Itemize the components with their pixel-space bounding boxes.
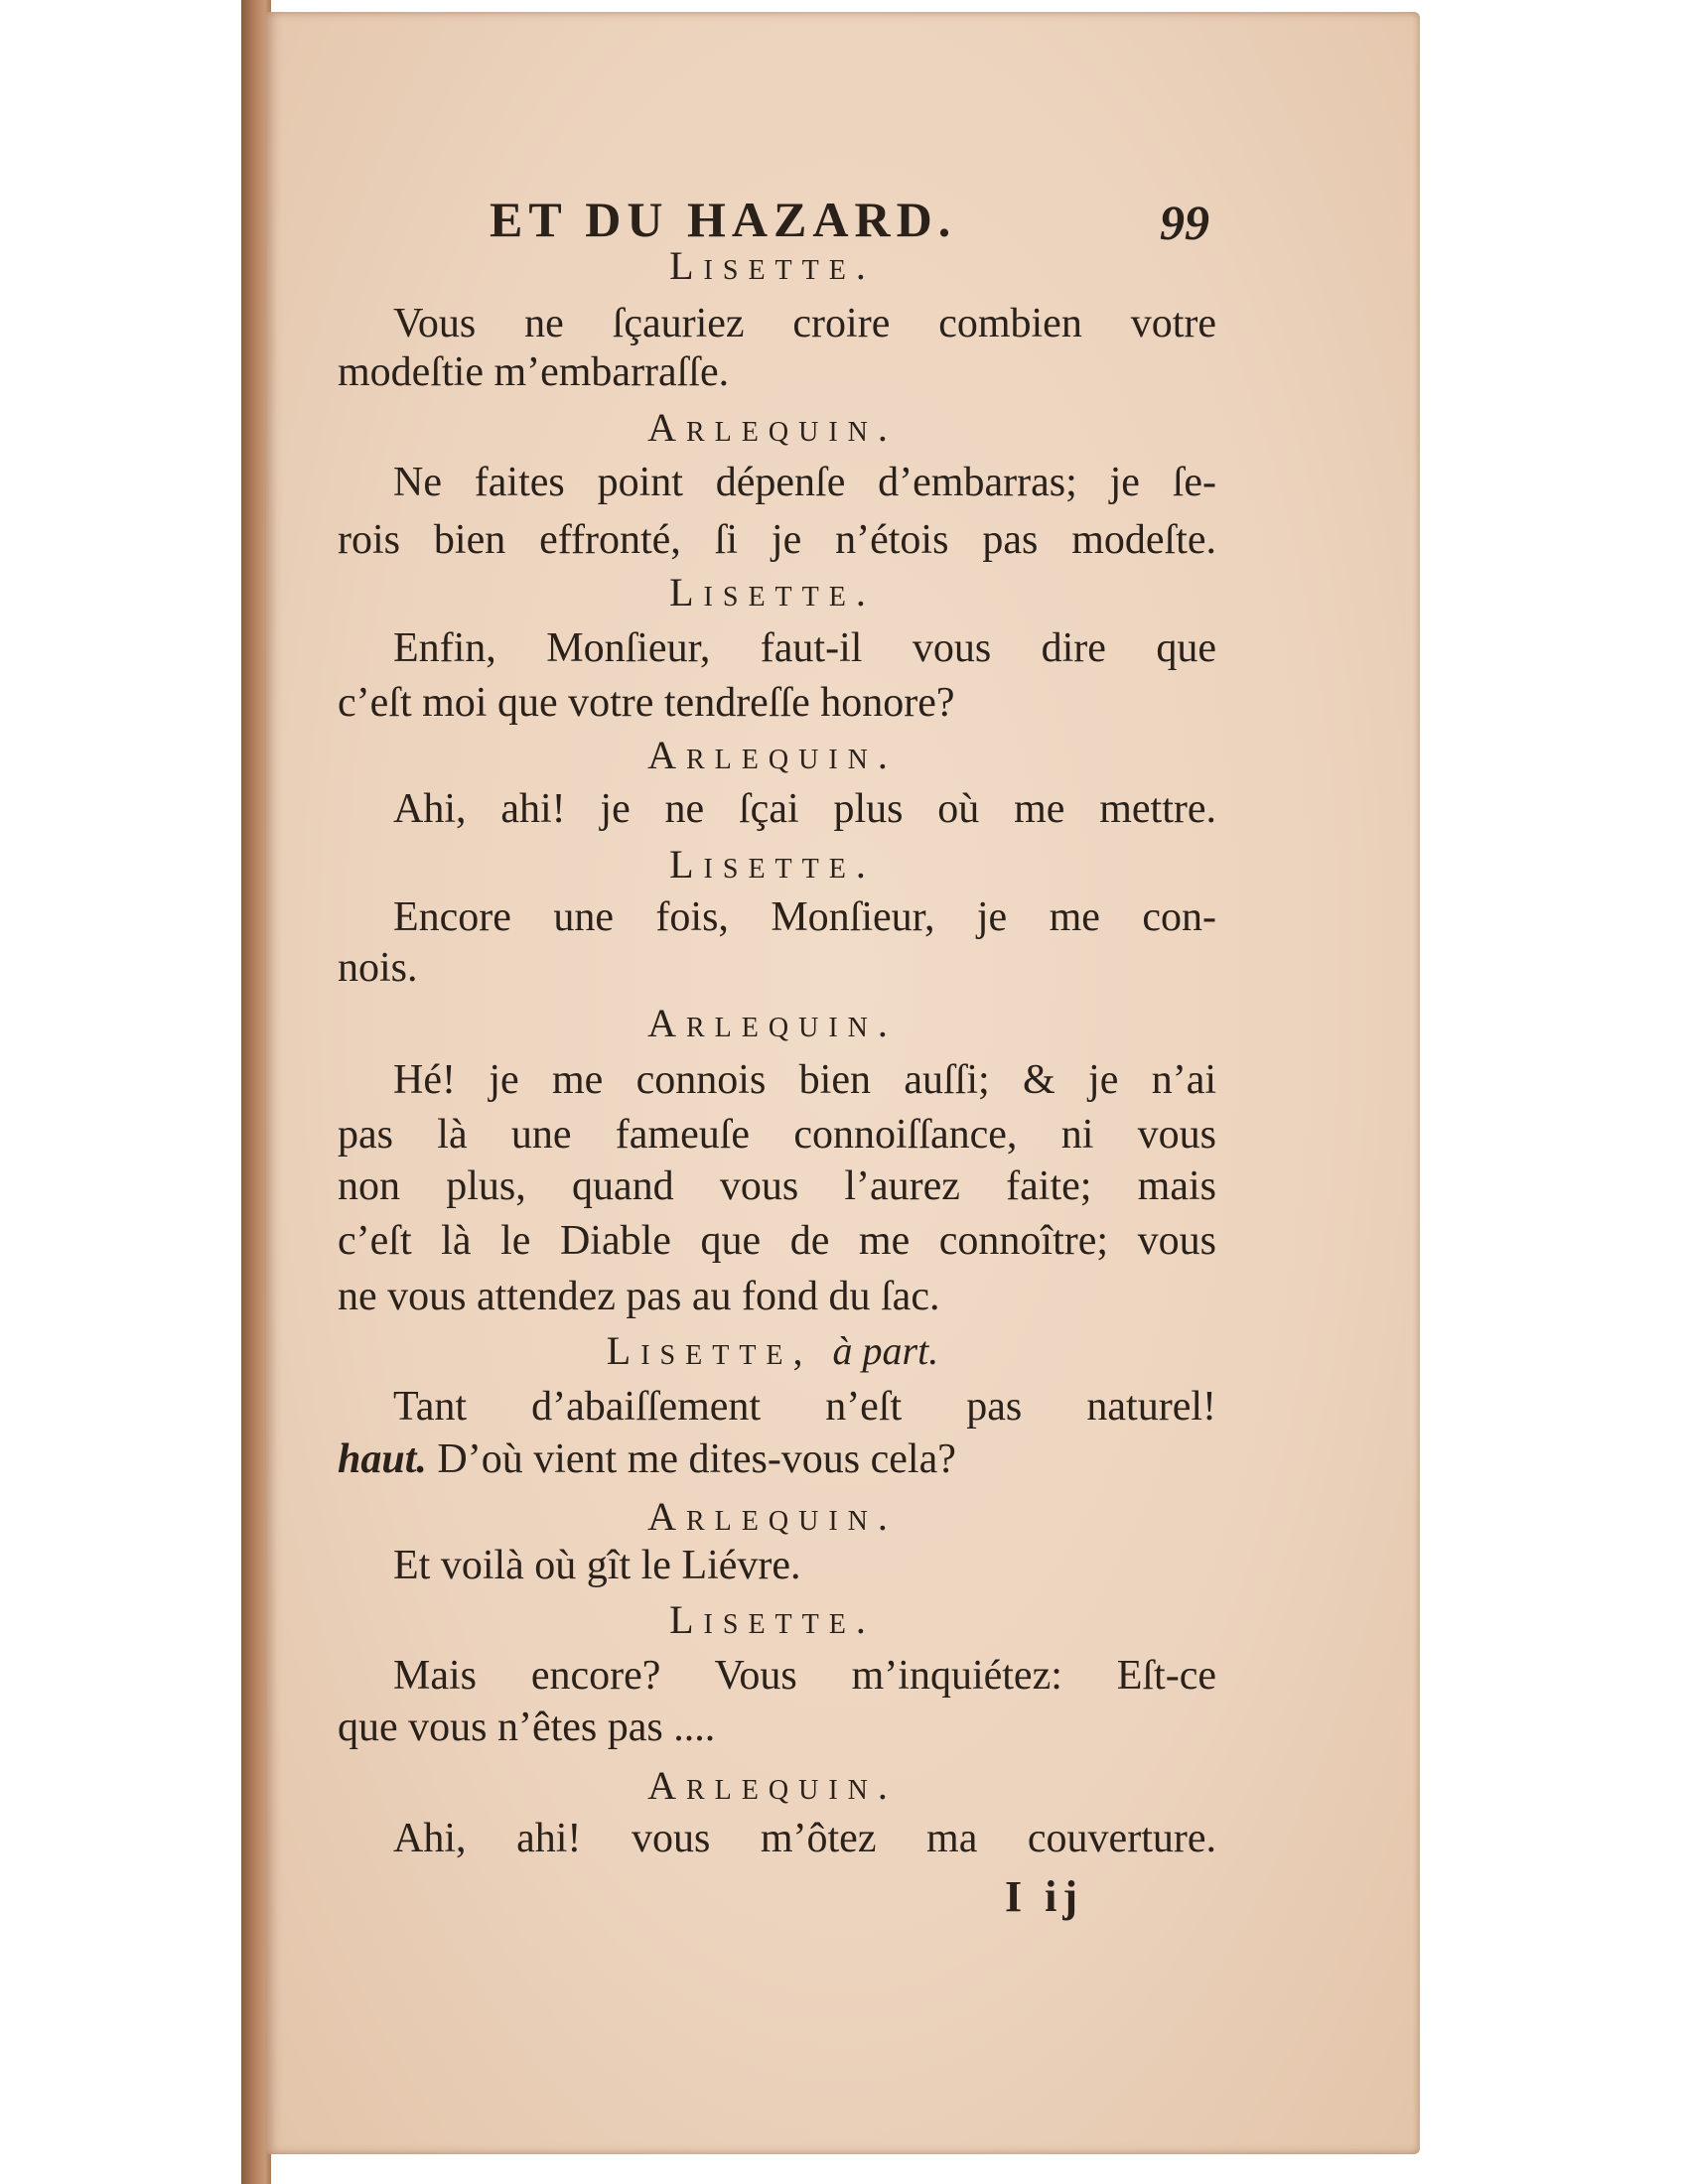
speaker-label: Arlequin.	[647, 1001, 898, 1045]
dialogue-line	[393, 785, 1216, 833]
speaker-name	[0, 242, 1545, 290]
dialogue-line	[338, 1704, 715, 1751]
dialogue-line	[393, 624, 1216, 672]
page-number: 99	[1160, 195, 1209, 250]
dialogue-line	[338, 516, 1216, 564]
speaker-name	[0, 1596, 1545, 1644]
dialogue-line	[338, 1273, 939, 1320]
line-text: Ne faites point dépenſe d’embarras; je ſe-	[393, 460, 1216, 505]
speaker-name	[0, 1493, 1545, 1541]
dialogue-line	[338, 348, 729, 396]
stage-direction: haut.	[338, 1436, 427, 1482]
dialogue-line	[338, 1162, 1216, 1210]
speaker-name	[0, 1327, 1545, 1375]
speaker-label: Lisette.	[669, 1597, 876, 1642]
dialogue-line	[393, 1056, 1216, 1104]
line-text: Hé! je me connois bien auſſi; & je n’ai	[393, 1057, 1216, 1103]
speaker-label: Lisette,	[606, 1328, 813, 1373]
dialogue-line	[393, 893, 1216, 941]
line-text: Mais encore? Vous m’inquiétez: Eſt-ce	[393, 1653, 1216, 1699]
line-text: Ahi, ahi! je ne ſçai plus où me mettre.	[393, 786, 1216, 832]
line-text: D’où vient me dites-vous cela?	[426, 1436, 956, 1482]
stage-direction: à part.	[832, 1328, 939, 1373]
line-text: c’eſt là le Diable que de me connoître; vous	[338, 1218, 1216, 1264]
speaker-name	[0, 1762, 1545, 1810]
line-text: pas là une fameuſe connoiſſance, ni vous	[338, 1112, 1216, 1158]
speaker-name	[0, 841, 1545, 888]
speaker-name	[0, 404, 1545, 452]
dialogue-line	[338, 1111, 1216, 1159]
dialogue-line	[393, 1383, 1216, 1431]
speaker-name	[0, 732, 1545, 779]
dialogue-line	[338, 1435, 956, 1483]
line-text: non plus, quand vous l’aurez faite; mais	[338, 1163, 1216, 1209]
line-text: que vous n’êtes pas ....	[338, 1705, 716, 1750]
dialogue-line	[393, 1652, 1216, 1700]
dialogue-line	[393, 459, 1216, 506]
dialogue-line	[338, 944, 418, 992]
line-text: ne vous attendez pas au fond du ſac.	[338, 1274, 940, 1319]
speaker-label: Lisette.	[669, 842, 876, 887]
line-text: c’eſt moi que votre tendreſſe honore?	[338, 680, 955, 726]
speaker-label: Lisette.	[669, 243, 876, 288]
dialogue-line	[338, 1217, 1216, 1265]
line-text: nois.	[338, 945, 418, 991]
line-text: Et voilà où gît le Liévre.	[393, 1543, 801, 1588]
line-text: Vous ne ſçauriez croire combien votre	[393, 301, 1216, 346]
line-text: rois bien effronté, ſi je n’étois pas modeſte.	[338, 517, 1216, 563]
dialogue-line	[338, 679, 955, 727]
line-text: Tant d’abaiſſement n’eſt pas naturel!	[393, 1384, 1216, 1430]
speaker-label: Arlequin.	[647, 733, 898, 777]
speaker-label: Arlequin.	[647, 1763, 898, 1808]
speaker-name	[0, 1000, 1545, 1047]
line-text: Encore une fois, Monſieur, je me con-	[393, 894, 1216, 940]
speaker-label: Arlequin.	[647, 405, 898, 450]
running-title: ET DU HAZARD.	[490, 192, 957, 247]
line-text: Enfin, Monſieur, faut-il vous dire que	[393, 625, 1216, 671]
dialogue-line	[393, 1542, 801, 1589]
speaker-label: Lisette.	[669, 570, 876, 614]
speaker-name	[0, 569, 1545, 616]
line-text: modeſtie m’embarraſſe.	[338, 349, 730, 395]
speaker-label: Arlequin.	[647, 1494, 898, 1539]
line-text: Ahi, ahi! vous m’ôtez ma couverture.	[393, 1816, 1216, 1861]
dialogue-line	[393, 1815, 1216, 1862]
signature-mark: I ij	[1005, 1872, 1083, 1921]
dialogue-line	[393, 300, 1216, 347]
